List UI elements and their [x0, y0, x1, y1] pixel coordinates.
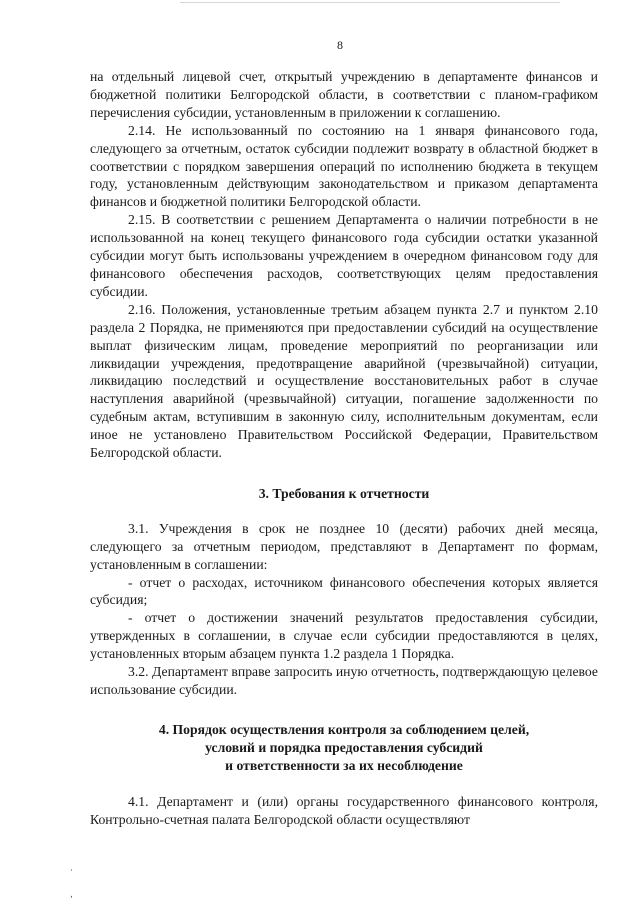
section-3-body	[90, 520, 598, 699]
paragraph-3-1-a: - отчет о расходах, источником финансового обеспечения которых является субсидия;	[90, 574, 598, 608]
scan-speck: ,	[70, 890, 73, 900]
section-4-title-line: и ответственности за их несоблюдение	[225, 757, 463, 773]
section-4-title-line: условий и порядка предоставления субсидий	[205, 739, 483, 755]
paragraph-2-15: 2.15. В соответствии с решением Департамента о наличии потребности в не использованной на конец текущего финансового года субсидии остатки указанной субсидии могут быть использованы учреждением в очередном финансовом году для финансового обеспечения расходов, соответствующих целям предоставления субсидии.	[90, 212, 598, 299]
paragraph-2-14: 2.14. Не использованный по состоянию на 1 января финансового года, следующего за отчетным, остаток субсидии подлежит возврату в областной бюджет в соответствии с порядком завершения операций по исполнению бюджета в текущем году, установленным действующим законодательством и приказом департамента финансов и бюджетной политики Белгородской области.	[90, 122, 598, 210]
section-4-body	[90, 793, 598, 829]
paragraph-4-1: 4.1. Департамент и (или) органы государственного финансового контроля, Контрольно-счетная палата Белгородской области осуществляют	[90, 793, 598, 827]
section-4-title-line: 4. Порядок осуществления контроля за соблюдением целей,	[158, 721, 530, 737]
section-3-title: 3. Требования к отчетности	[258, 485, 430, 501]
top-border-line	[180, 2, 560, 3]
paragraph-2-16: 2.16. Положения, установленные третьим абзацем пункта 2.7 и пунктом 2.10 раздела 2 Порядка, не применяются при предоставлении субсидий на осуществление выплат физическим лицам, проведение мероприятий по реорганизации или ликвидации учреждения, предотвращение аварийной (чрезвычайной) ситуации, ликвидацию последствий и осуществление восстановительных работ в случае наступления аварийной (чрезвычайной) ситуации, погашение задолженности по судебным актам, вступившим в законную силу, исполнительным документам, если иное не установлено Правительством Российской Федерации, Правительством Белгородской области.	[90, 301, 598, 461]
paragraph-3-1-b: - отчет о достижении значений результатов предоставления субсидии, утвержденных в соглашении, в случае если субсидии предоставляются в целях, установленных вторым абзацем пункта 1.2 раздела 1 Порядка.	[90, 610, 598, 662]
paragraph-3-2: 3.2. Департамент вправе запросить иную отчетность, подтверждающую целевое использование субсидии.	[90, 664, 598, 697]
document-body	[90, 68, 598, 828]
section-2-continuation	[90, 68, 598, 462]
section-4-title	[90, 721, 598, 775]
paragraph-cont: на отдельный лицевой счет, открытый учреждению в департаменте финансов и бюджетной политики Белгородской области, в соответствии с планом-графиком перечисления субсидии, установленным в приложении к соглашению.	[90, 69, 598, 120]
page-number: 8	[337, 38, 343, 52]
scan-speck: ·	[70, 866, 73, 876]
paragraph-3-1: 3.1. Учреждения в срок не позднее 10 (десяти) рабочих дней месяца, следующего за отчетным периодом, представляют в Департамент по формам, установленным в соглашении:	[90, 520, 598, 572]
